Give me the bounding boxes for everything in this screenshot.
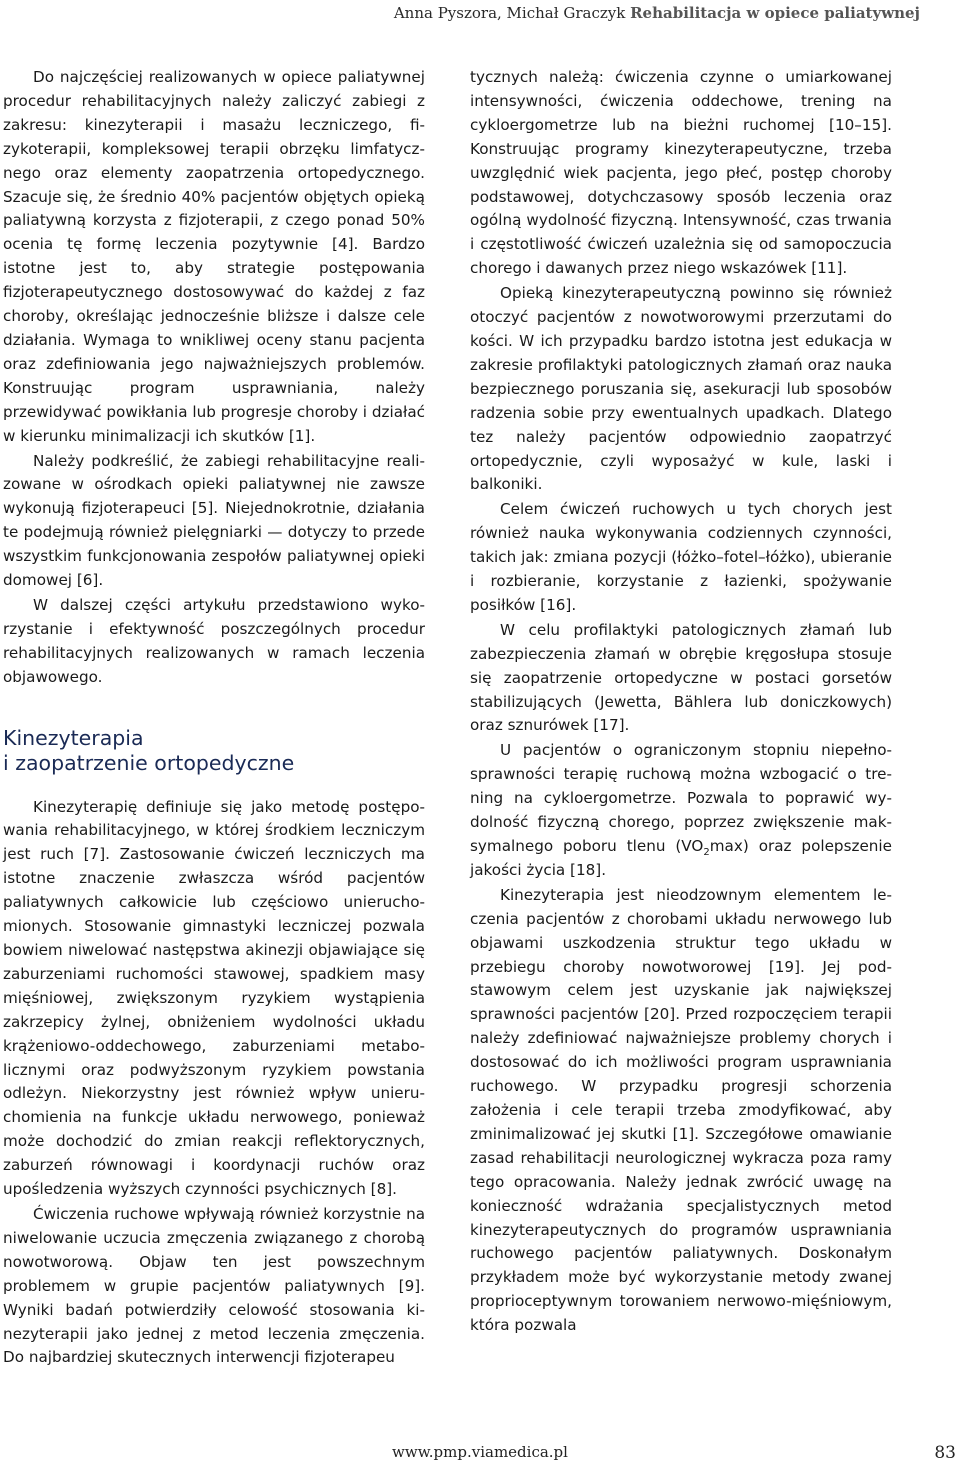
page-number: 83: [934, 1443, 956, 1463]
vo2-subscript: 2: [703, 847, 710, 859]
paragraph: Opieką kinezyterapeutyczną powinno się również otoczyć pacjentów z nowotworowymi przerzutami do kości. W ich przypadku bardzo istotna jest edukacja w zakresie profilaktyki patologicznych złamań oraz nauka bezpiecznego poruszania się, asekuracji lub sposobów radzenia sobie przy ewentualnych upadkach. Dlatego tez należy pacjentów odpowiednio zaopatrzyć ortopedycznie, czyli wyposażyć w kule, laski i balkoniki.: [470, 284, 892, 494]
right-column: [470, 66, 892, 1339]
footer-url: www.pmp.viamedica.pl: [392, 1443, 568, 1461]
paragraph: Do najczęściej realizowanych w opiece paliatywnej procedur rehabilitacyjnych należy zaliczyć zabiegi z zakresu: kinezyterapii i masażu leczniczego, fizykoterapii, kompleksowej terapii obrzęku limfatycznego oraz elementy zaopatrzenia ortopedycznego. Szacuje się, że średnio 40% pacjentów objętych opieką paliatywną korzysta z fizjoterapii, z czego ponad 50% ocenia tę formę leczenia pozytywnie [4]. Bardzo istotne jest to, aby strategie postępowania fizjoterapeutycznego dostosowywać do każdej z faz choroby, określając jednocześnie bliższe i dalsze cele działania. Wymaga to wnikliwej oceny stanu pacjenta oraz zdefiniowania jego najważniejszych problemów. Konstruując program usprawniania, należy przewidywać powikłania lub progresje choroby i działać w kierunku minimalizacji ich skutków [1].: [3, 68, 425, 445]
paragraph: Kinezyterapię definiuje się jako metodę postępowania rehabilitacyjnego, w której środkiem leczniczym jest ruch [7]. Zastosowanie ćwiczeń leczniczych ma istotne znaczenie zwłaszcza wśród pacjentów paliatywnych całkowicie lub częściowo unieruchomionych. Stosowanie gimnastyki leczniczej pozwala bowiem niwelować następstwa akinezji objawiające się zaburzeniami ruchomości stawowej, spadkiem masy mięśniowej, zwiększonym ryzykiem wystąpienia zakrzepicy żylnej, obniżeniem wydolności układu krążeniowo-oddechowego, zaburzeniami metabolicznymi oraz podwyższonym ryzykiem powstania odleżyn. Niekorzystny jest również wpływ unieruchomienia na funkcje układu nerwowego, ponieważ może dochodzić do zmian reakcji reflektorycznych, zaburzeń równowagi i koordynacji ruchów oraz upośledzenia wyższych czynności psychicznych [8].: [3, 797, 425, 1199]
left-column: [3, 66, 425, 1371]
section-heading-line: i zaopatrzenie ortopedyczne: [3, 750, 295, 775]
running-head: [394, 4, 920, 22]
section-heading: [3, 726, 425, 776]
paragraph: Ćwiczenia ruchowe wpływają również korzystnie na niwelowanie uczucia zmęczenia związanego z chorobą nowotworową. Objaw ten jest powszechnym problemem w grupie pacjentów paliatywnych [9]. Wyniki badań potwierdziły celowość stosowania kinezyterapii jako jednej z metod leczenia zmęczenia. Do najbardziej skutecznych interwencji fizjoterapeu: [3, 1204, 425, 1367]
paragraph: W celu profilaktyki patologicznych złamań lub zabezpieczenia złamań w obrębie kręgosłupa stosuje się zaopatrzenie ortopedyczne w postaci gorsetów stabilizujących (Jewetta, Bählera lub doniczkowych) oraz sznurówek [17].: [470, 620, 892, 735]
paragraph: Kinezyterapia jest nieodzownym elementem leczenia pacjentów z chorobami układu nerwowego lub objawami uszkodzenia struktur tego układu w przebiegu choroby nowotworowej [19]. Jej podstawowym celem jest uzyskanie jak największej sprawności pacjentów [20]. Przed rozpoczęciem terapii należy zdefiniować najważniejsze problemy chorych i dostosować do ich możliwości program usprawniania ruchowego. W przypadku progresji schorzenia założenia i cele terapii trzeba zmodyfikować, aby zminimalizować jej skutki [1]. Szczegółowe omawianie zasad rehabilitacji neurologicznej wykracza poza ramy tego opracowania. Należy jednak zwrócić uwagę na konieczność wdrażania specjalistycznych metod kinezyterapeutycznych do programów usprawniania ruchowego pacjentów paliatywnych. Doskonałym przykładem może być wykorzystanie metody zwanej proprioceptywnym torowaniem nerwowo-mięśniowym, która pozwala: [470, 885, 892, 1335]
paragraph-continued: tycznych należą: ćwiczenia czynne o umiarkowanej intensywności, ćwiczenia oddechowe, trening na cykloergometrze lub na bieżni ruchomej [10–15]. Konstruując programy kinezyterapeutyczne, trzeba uwzględnić wiek pacjenta, jego płeć, postęp choroby podstawowej, dotychczasowy sposób leczenia oraz ogólną wydolność fizyczną. Intensywność, czas trwania i częstotliwość ćwiczeń uzależnia się od samopoczucia chorego i dawanych przez niego wskazówek [11].: [470, 68, 892, 278]
vo2-text-before: U pacjentów o ograniczonym stopniu niepełnosprawności terapię ruchową można wzbogacić o trening na cykloergometrze. Pozwala to poprawić wydolność fizyczną chorego, poprzez zwiększenie maksymalnego poboru tlenu (VO: [470, 741, 892, 855]
paragraph: W dalszej części artykułu przedstawiono wykorzystanie i efektywność poszczególnych procedur rehabilitacyjnych realizowanych w ramach leczenia objawowego.: [3, 595, 425, 686]
paragraph-vo2: [470, 739, 892, 882]
paragraph: Należy podkreślić, że zabiegi rehabilitacyjne realizowane w ośrodkach opieki paliatywnej nie zawsze wykonują fizjoterapeuci [5]. Niejednokrotnie, działania te podejmują również pielęgniarki — dotyczy to przede wszystkim funkcjonowania zespołów paliatywnej opieki domowej [6].: [3, 451, 425, 590]
section-heading-line: Kinezyterapia: [3, 725, 144, 750]
header-authors: Anna Pyszora, Michał Graczyk: [393, 4, 626, 22]
vo2-text-after: max) oraz polepszenie jakości życia [18].: [470, 837, 892, 879]
paragraph: Celem ćwiczeń ruchowych u tych chorych jest również nauka wykonywania codziennych czynności, takich jak: zmiana pozycji (łóżko–fotel–łóżko), ubieranie i rozbieranie, korzystanie z łazienki, spożywanie posiłków [16].: [470, 500, 892, 614]
header-title: Rehabilitacja w opiece paliatywnej: [630, 4, 920, 22]
